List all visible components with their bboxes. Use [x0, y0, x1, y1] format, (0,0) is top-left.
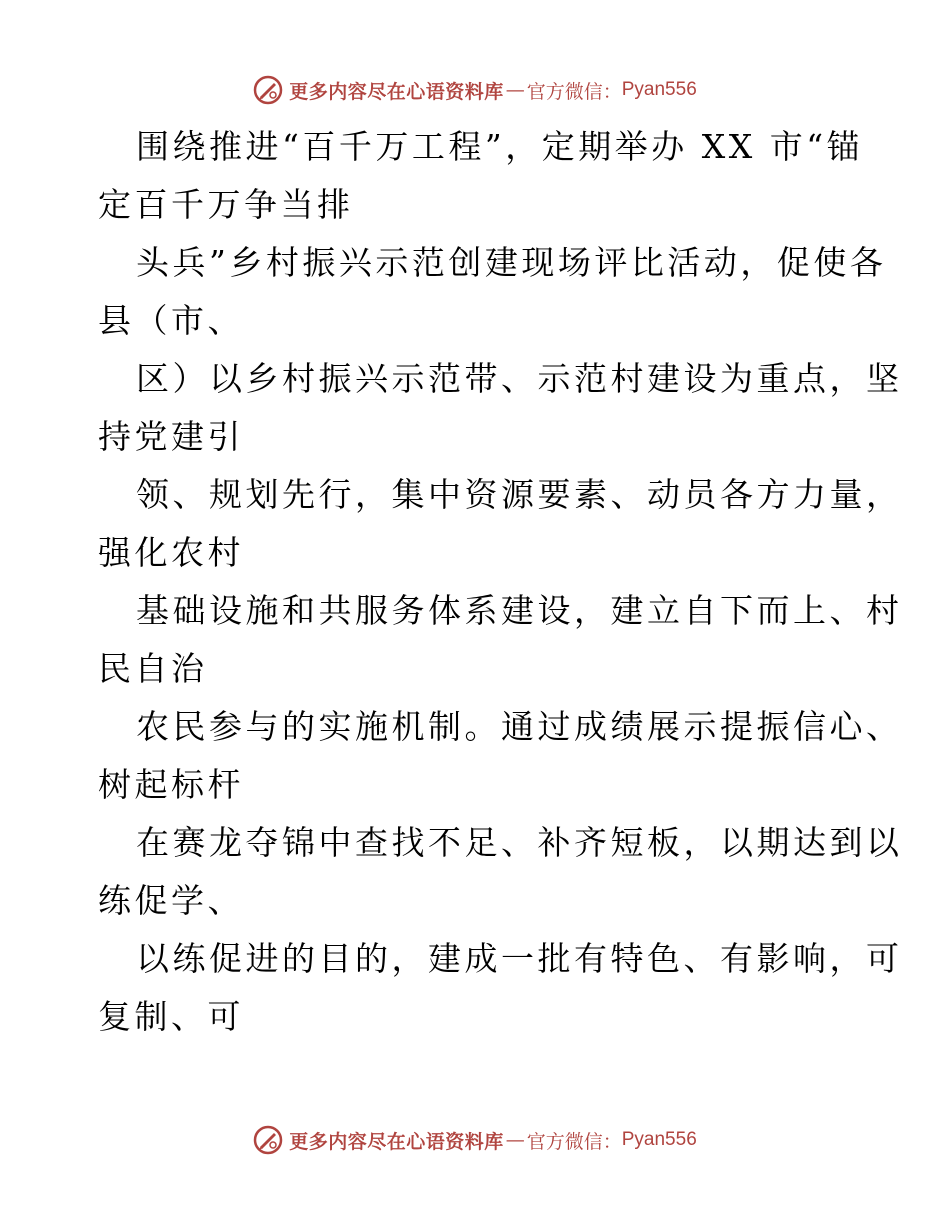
text-line: 练促学、 — [98, 881, 244, 920]
banner-wechat-label: 官方微信： — [526, 80, 622, 103]
text-line: 复制、可 — [98, 997, 244, 1036]
document-body — [98, 118, 903, 1046]
header-banner — [0, 70, 950, 110]
banner-title: 更多内容尽在心语资料库 — [289, 1130, 504, 1153]
text-line: 围绕推进“百千万工程”，定期举办 XX 市“锚 — [136, 127, 864, 166]
pen-logo-icon — [253, 75, 283, 105]
text-line: 在赛龙夺锦中查找不足、补齐短板，以期达到以 — [136, 823, 903, 862]
banner-wechat-id: Pyan556 — [621, 1129, 697, 1150]
text-line: 民自治 — [98, 649, 208, 688]
text-line: 区）以乡村振兴示范带、示范村建设为重点，坚 — [136, 359, 903, 398]
banner-title: 更多内容尽在心语资料库 — [289, 80, 504, 103]
banner-wechat-label: 官方微信： — [526, 1130, 622, 1153]
banner-separator: — — [505, 1129, 525, 1151]
banner-separator: — — [505, 79, 525, 101]
text-line: 定百千万争当排 — [98, 185, 354, 224]
banner-wechat-id: Pyan556 — [621, 79, 697, 100]
text-line: 农民参与的实施机制。通过成绩展示提振信心、 — [136, 707, 903, 746]
text-line: 树起标杆 — [98, 765, 244, 804]
pen-logo-icon — [253, 1125, 283, 1155]
text-line: 持党建引 — [98, 417, 244, 456]
text-line: 头兵”乡村振兴示范创建现场评比活动，促使各 — [136, 243, 887, 282]
text-line: 县（市、 — [98, 301, 244, 340]
text-line: 领、规划先行，集中资源要素、动员各方力量， — [136, 475, 903, 514]
text-line: 以练促进的目的，建成一批有特色、有影响，可 — [136, 939, 903, 978]
footer-banner — [0, 1120, 950, 1160]
text-line: 基础设施和共服务体系建设，建立自下而上、村 — [136, 591, 903, 630]
text-line: 强化农村 — [98, 533, 244, 572]
